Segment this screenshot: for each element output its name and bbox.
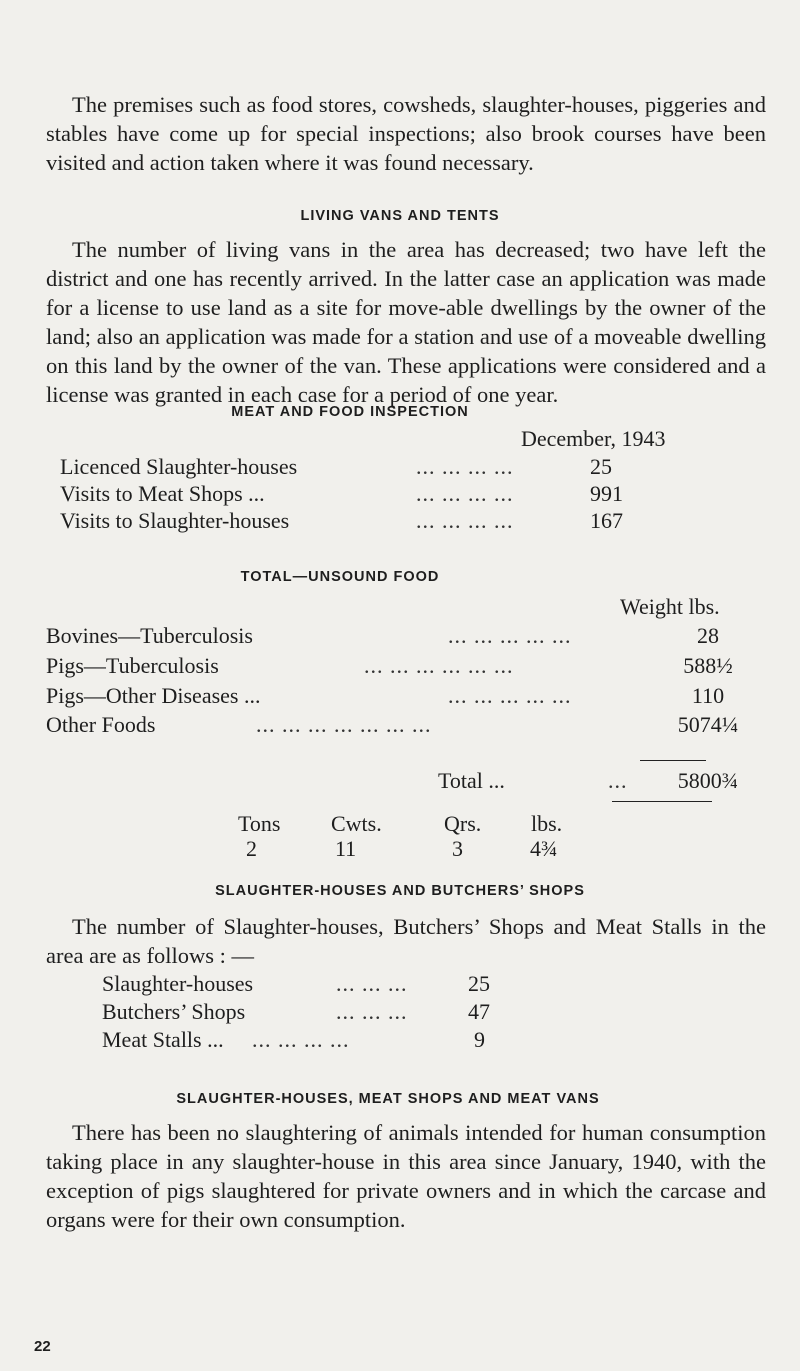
total-rule-bottom bbox=[612, 801, 712, 802]
row-label: Butchers’ Shops bbox=[102, 999, 246, 1024]
row-label: Pigs—Tuberculosis bbox=[46, 653, 219, 678]
table-row bbox=[46, 623, 756, 649]
shops-heading: SLAUGHTER-HOUSES AND BUTCHERS’ SHOPS bbox=[215, 883, 585, 899]
row-value: 588½ bbox=[683, 653, 733, 678]
meat-vans-paragraph: There has been no slaughtering of animals intended for human consumption taking place in any slaughter-house in this area since January, 1940, with the exception of pigs slaughtered for private owners and in which the carcase and organs were for their own consumption. bbox=[46, 1120, 766, 1232]
row-dots: ... ... ... ... ... bbox=[448, 623, 572, 648]
living-vans-paragraph: The number of living vans in the area has decreased; two have left the district and one has recently arrived. In the latter case an application was made for a license to use land as a site for move-able dwellings by the owner of the land; also an application was made for a station and use of a moveable dwelling on this land by the owner of the van. These applications were considered and a license was granted in each case for a period of one year. bbox=[46, 237, 766, 407]
row-label: Bovines—Tuberculosis bbox=[46, 623, 253, 648]
row-dots: ... ... ... bbox=[336, 999, 408, 1024]
meat-inspection-period: December, 1943 bbox=[521, 426, 666, 451]
row-label: Pigs—Other Diseases ... bbox=[46, 683, 261, 708]
row-dots: ... ... ... ... bbox=[416, 481, 514, 506]
total-value: 5800¾ bbox=[677, 768, 739, 793]
table-row bbox=[46, 653, 756, 679]
table-row bbox=[102, 1027, 662, 1053]
units-header-cwts: Cwts. bbox=[331, 811, 382, 836]
page-number: 22 bbox=[34, 1338, 51, 1355]
row-value: 25 bbox=[468, 971, 490, 996]
meat-vans-heading: SLAUGHTER-HOUSES, MEAT SHOPS AND MEAT VANS bbox=[176, 1091, 600, 1107]
total-row bbox=[46, 768, 756, 794]
row-dots: ... ... ... ... ... ... ... bbox=[256, 712, 432, 737]
units-header-tons: Tons bbox=[238, 811, 281, 836]
row-value: 167 bbox=[590, 508, 623, 533]
row-dots: ... ... ... ... ... bbox=[448, 683, 572, 708]
table-row bbox=[102, 971, 662, 997]
table-row bbox=[46, 683, 756, 709]
units-header-qrs: Qrs. bbox=[444, 811, 482, 836]
units-header-lbs: lbs. bbox=[531, 811, 563, 836]
row-dots: ... ... ... ... bbox=[252, 1027, 350, 1052]
units-value-lbs: 4¾ bbox=[530, 836, 558, 861]
table-row bbox=[60, 508, 700, 534]
row-value: 5074¼ bbox=[677, 712, 739, 737]
table-row bbox=[46, 712, 756, 738]
row-dots: ... ... ... ... ... ... bbox=[364, 653, 514, 678]
row-label: Other Foods bbox=[46, 712, 156, 737]
units-value-qrs: 3 bbox=[452, 836, 463, 861]
row-label: Meat Stalls ... bbox=[102, 1027, 224, 1052]
row-label: Licenced Slaughter-houses bbox=[60, 454, 298, 479]
meat-inspection-heading: MEAT AND FOOD INSPECTION bbox=[231, 404, 469, 420]
total-label: Total ... bbox=[438, 768, 505, 793]
row-label: Slaughter-houses bbox=[102, 971, 254, 996]
row-value: 991 bbox=[590, 481, 623, 506]
living-vans-heading: LIVING VANS AND TENTS bbox=[300, 208, 500, 224]
shops-paragraph: The number of Slaughter-houses, Butchers’ Shops and Meat Stalls in the area are as follows : — bbox=[46, 914, 766, 968]
row-value: 28 bbox=[697, 623, 719, 648]
total-rule-top bbox=[640, 760, 706, 761]
intro-paragraph: The premises such as food stores, cowsheds, slaughter-houses, piggeries and stables have come up for special inspections; also brook courses have been visited and action taken where it was found necessary. bbox=[46, 92, 766, 175]
row-value: 25 bbox=[590, 454, 612, 479]
row-value: 9 bbox=[474, 1027, 485, 1052]
table-row bbox=[60, 454, 700, 480]
table-row bbox=[60, 481, 700, 507]
units-value-tons: 2 bbox=[246, 836, 257, 861]
unsound-food-heading: TOTAL—UNSOUND FOOD bbox=[240, 569, 440, 585]
row-label: Visits to Meat Shops ... bbox=[60, 481, 265, 506]
total-dots: ... bbox=[608, 768, 628, 793]
weight-column-header: Weight lbs. bbox=[620, 594, 720, 619]
row-dots: ... ... ... ... bbox=[416, 454, 514, 479]
row-value: 110 bbox=[691, 683, 725, 708]
table-row bbox=[102, 999, 662, 1025]
units-value-cwts: 11 bbox=[335, 836, 357, 861]
row-dots: ... ... ... bbox=[336, 971, 408, 996]
row-dots: ... ... ... ... bbox=[416, 508, 514, 533]
row-label: Visits to Slaughter-houses bbox=[60, 508, 290, 533]
row-value: 47 bbox=[468, 999, 490, 1024]
